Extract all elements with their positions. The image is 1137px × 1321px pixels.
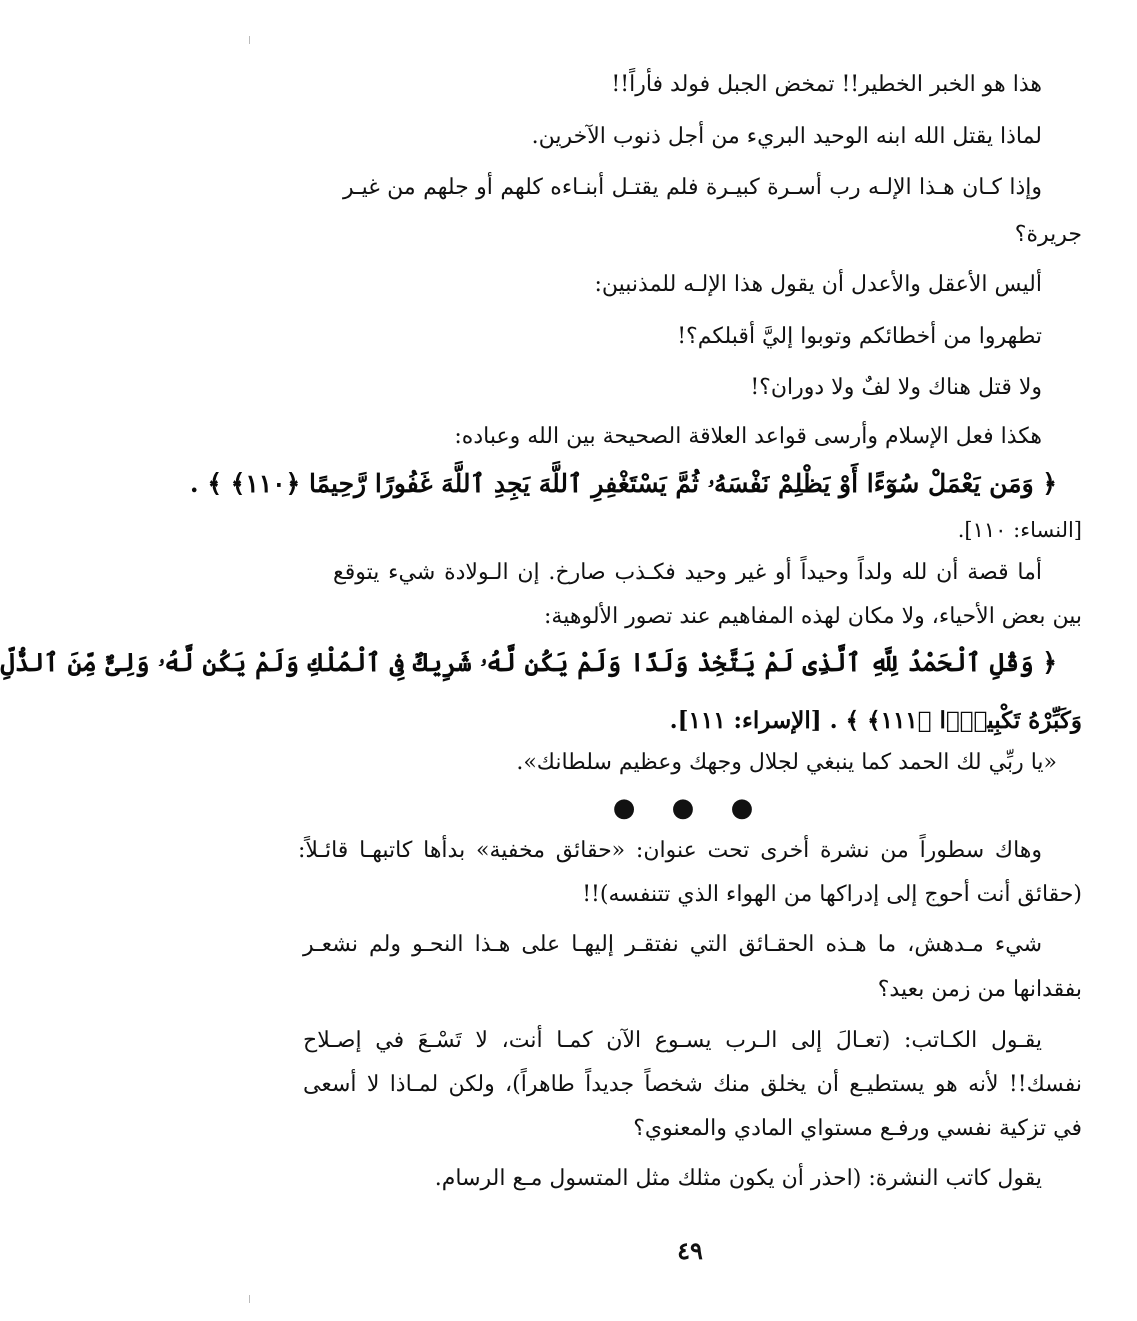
verse-reference: [النساء: ١١٠]. [957, 518, 1082, 542]
text-line: في تزكية نفسي ورفـع مستواي المادي والمعنوي؟ [633, 1116, 1082, 1141]
text-line: بفقدانها من زمن بعيد؟ [877, 977, 1082, 1002]
text-line: جريرة؟ [1014, 222, 1082, 247]
section-separator: ● ● ● [612, 793, 768, 823]
margin-mark [249, 1295, 250, 1303]
margin-mark [249, 36, 250, 44]
text-line: وهاك سطوراً من نشرة أخرى تحت عنوان: «حقائق مخفية» بدأها كاتبهـا قائـلاً: [298, 838, 1042, 863]
page-number: ٤٩ [677, 1236, 703, 1265]
text-line: لماذا يقتل الله ابنه الوحيد البريء من أجل ذنوب الآخرين. [531, 124, 1042, 149]
text-line: ولا قتل هناك ولا لفٌ ولا دوران؟! [750, 375, 1042, 400]
text-line: «يا ربِّي لك الحمد كما ينبغي لجلال وجهك وعظيم سلطانك». [516, 750, 1057, 775]
text-line: هذا هو الخبر الخطير!! تمخض الجبل فولد فأراً!! [611, 72, 1042, 97]
text-line: بين بعض الأحياء، ولا مكان لهذه المفاهيم عند تصور الألوهية: [544, 604, 1082, 629]
text-line: أليس الأعقل والأعدل أن يقول هذا الإلـه للمذنبين: [594, 272, 1042, 297]
quran-verse: ﴿ وَقُلِ ٱلْحَمْدُ لِلَّهِ ٱلَّذِى لَمْ يَتَّخِذْ وَلَدًا وَلَمْ يَكُن لَّهُۥ شَرِيكٌ فِى ٱلْمُلْكِ وَلَمْ يَكُن لَّهُۥ وَلِىٌّ مِّنَ ٱلذُّلِّ [0, 648, 1057, 677]
text-line: أما قصة أن لله ولداً وحيداً أو غير وحيد فكـذب صارخ. إن الـولادة شيء يتوقع [333, 560, 1042, 585]
text-line: شيء مـدهش، ما هـذه الحقـائق التي نفتقـر إليهـا على هـذا النحـو ولم نشعـر [303, 932, 1042, 957]
quran-verse: وَكَبِّرْهُ تَكْبِيرًۢا ﴿١١١﴾ ﴾ . [الإسراء: ١١١]. [669, 707, 1082, 734]
text-line: هكذا فعل الإسلام وأرسى قواعد العلاقة الصحيحة بين الله وعباده: [454, 424, 1042, 449]
text-line: نفسك!! لأنه هو يستطيـع أن يخلق منك شخصاً جديداً طاهراً)، ولكن لمـاذا لا أسعى [303, 1072, 1082, 1097]
quran-verse: ﴿ وَمَن يَعْمَلْ سُوٓءًا أَوْ يَظْلِمْ نَفْسَهُۥ ثُمَّ يَسْتَغْفِرِ ٱللَّهَ يَجِدِ ٱللَّهَ غَفُورًا رَّحِيمًا ﴿١١٠﴾ ﴾ . [189, 469, 1057, 498]
text-line: تطهروا من أخطائكم وتوبوا إليَّ أقبلكم؟! [677, 324, 1042, 349]
text-line: يقـول الكـاتب: (تعـالَ إلى الـرب يسـوع الآن كمـا أنت، لا تَسْـعَ في إصـلاح [303, 1028, 1042, 1053]
text-line: يقول كاتب النشرة: (احذر أن يكون مثلك مثل المتسول مـع الرسام. [434, 1166, 1042, 1191]
text-line: وإذا كـان هـذا الإلـه رب أسـرة كبيـرة فلم يقتـل أبنـاءه كلهم أو جلهم من غيـر [343, 175, 1042, 200]
text-line: (حقائق أنت أحوج إلى إدراكها من الهواء الذي تتنفسه)!! [582, 882, 1082, 907]
